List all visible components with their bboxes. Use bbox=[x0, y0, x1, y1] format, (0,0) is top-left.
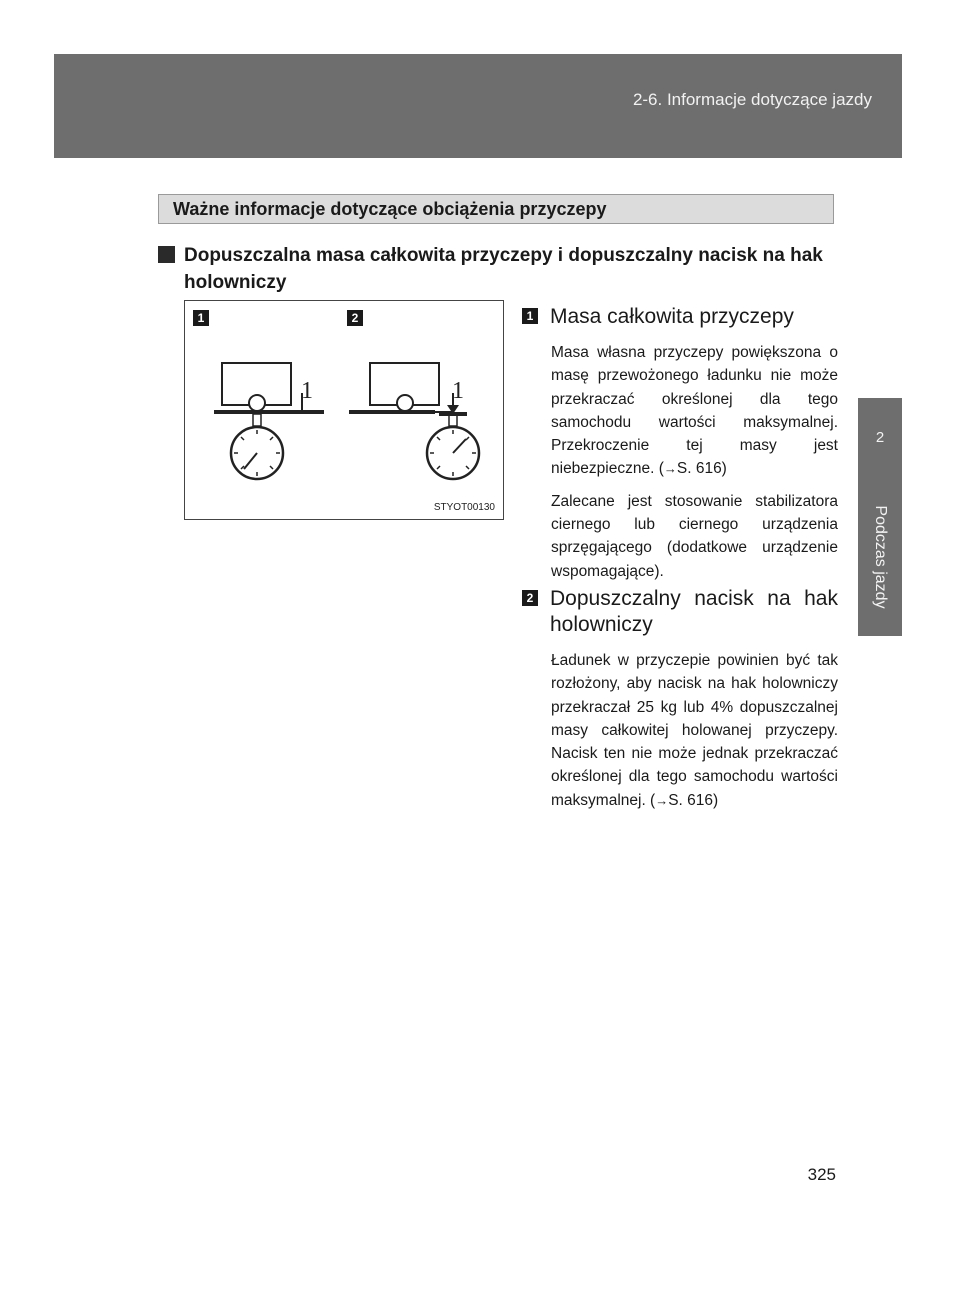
page-number: 325 bbox=[807, 1165, 836, 1184]
arrow-icon: → bbox=[663, 461, 677, 477]
arrow-icon: → bbox=[655, 792, 669, 808]
item-1-paragraph-1: Masa własna przyczepy powiększona o masę przewożonego ładunku nie może przekraczać określonej dla tego samochodu wartości maksymalnej. Przekroczenie tej masy jest niebezpieczne. (→S. 616) bbox=[551, 344, 838, 478]
figure-badge-1: 1 bbox=[193, 310, 209, 326]
section-title-bar bbox=[158, 194, 834, 224]
item-badge-1: 1 bbox=[522, 308, 538, 324]
bullet-square-icon bbox=[158, 246, 175, 263]
figure-code: STYOT00130 bbox=[433, 502, 495, 513]
figure-badge-2: 2 bbox=[347, 310, 363, 326]
trailer-load-illustration bbox=[184, 300, 504, 520]
item-2-body bbox=[551, 649, 838, 812]
subheading bbox=[184, 242, 844, 296]
item-1-body bbox=[551, 341, 838, 583]
breadcrumb: 2-6. Informacje dotyczące jazdy bbox=[632, 90, 872, 109]
scale-diagram bbox=[185, 301, 503, 519]
item-2-title: Dopuszczalny nacisk na hak holowniczy bbox=[550, 587, 838, 636]
page-reference-link[interactable]: S. 616) bbox=[668, 791, 719, 809]
weight-mark-left: 1 bbox=[301, 378, 313, 404]
page-header bbox=[54, 54, 902, 158]
chapter-tab-number[interactable]: 2 bbox=[858, 398, 902, 478]
chapter-tab-label-text: Podczas jazdy bbox=[872, 505, 889, 609]
item-2 bbox=[522, 586, 838, 821]
item-1 bbox=[522, 304, 838, 592]
subheading-text: Dopuszczalna masa całkowita przyczepy i dopuszczalny nacisk na hak holowniczy bbox=[184, 245, 823, 293]
chapter-tab-label[interactable] bbox=[858, 478, 902, 636]
section-title: Ważne informacje dotyczące obciążenia przyczepy bbox=[173, 199, 607, 219]
item-1-paragraph-2: Zalecane jest stosowanie stabilizatora ciernego lub ciernego urządzenia sprzęgającego (dodatkowe urządzenie wspomagające). bbox=[551, 492, 838, 580]
item-2-paragraph-1: Ładunek w przyczepie powinien być tak rozłożony, aby nacisk na hak holowniczy przekraczał 25 kg lub 4% dopuszczalnej masy całkowitej holowanej przyczepy. Nacisk ten nie może jednak przekraczać określonej dla tego samochodu wartości maksymalnej. (→S. 616) bbox=[551, 652, 838, 809]
page-reference-link[interactable]: S. 616) bbox=[676, 460, 727, 478]
weight-mark-right: 1 bbox=[452, 378, 464, 404]
item-1-title: Masa całkowita przyczepy bbox=[550, 305, 794, 328]
item-badge-2: 2 bbox=[522, 590, 538, 606]
